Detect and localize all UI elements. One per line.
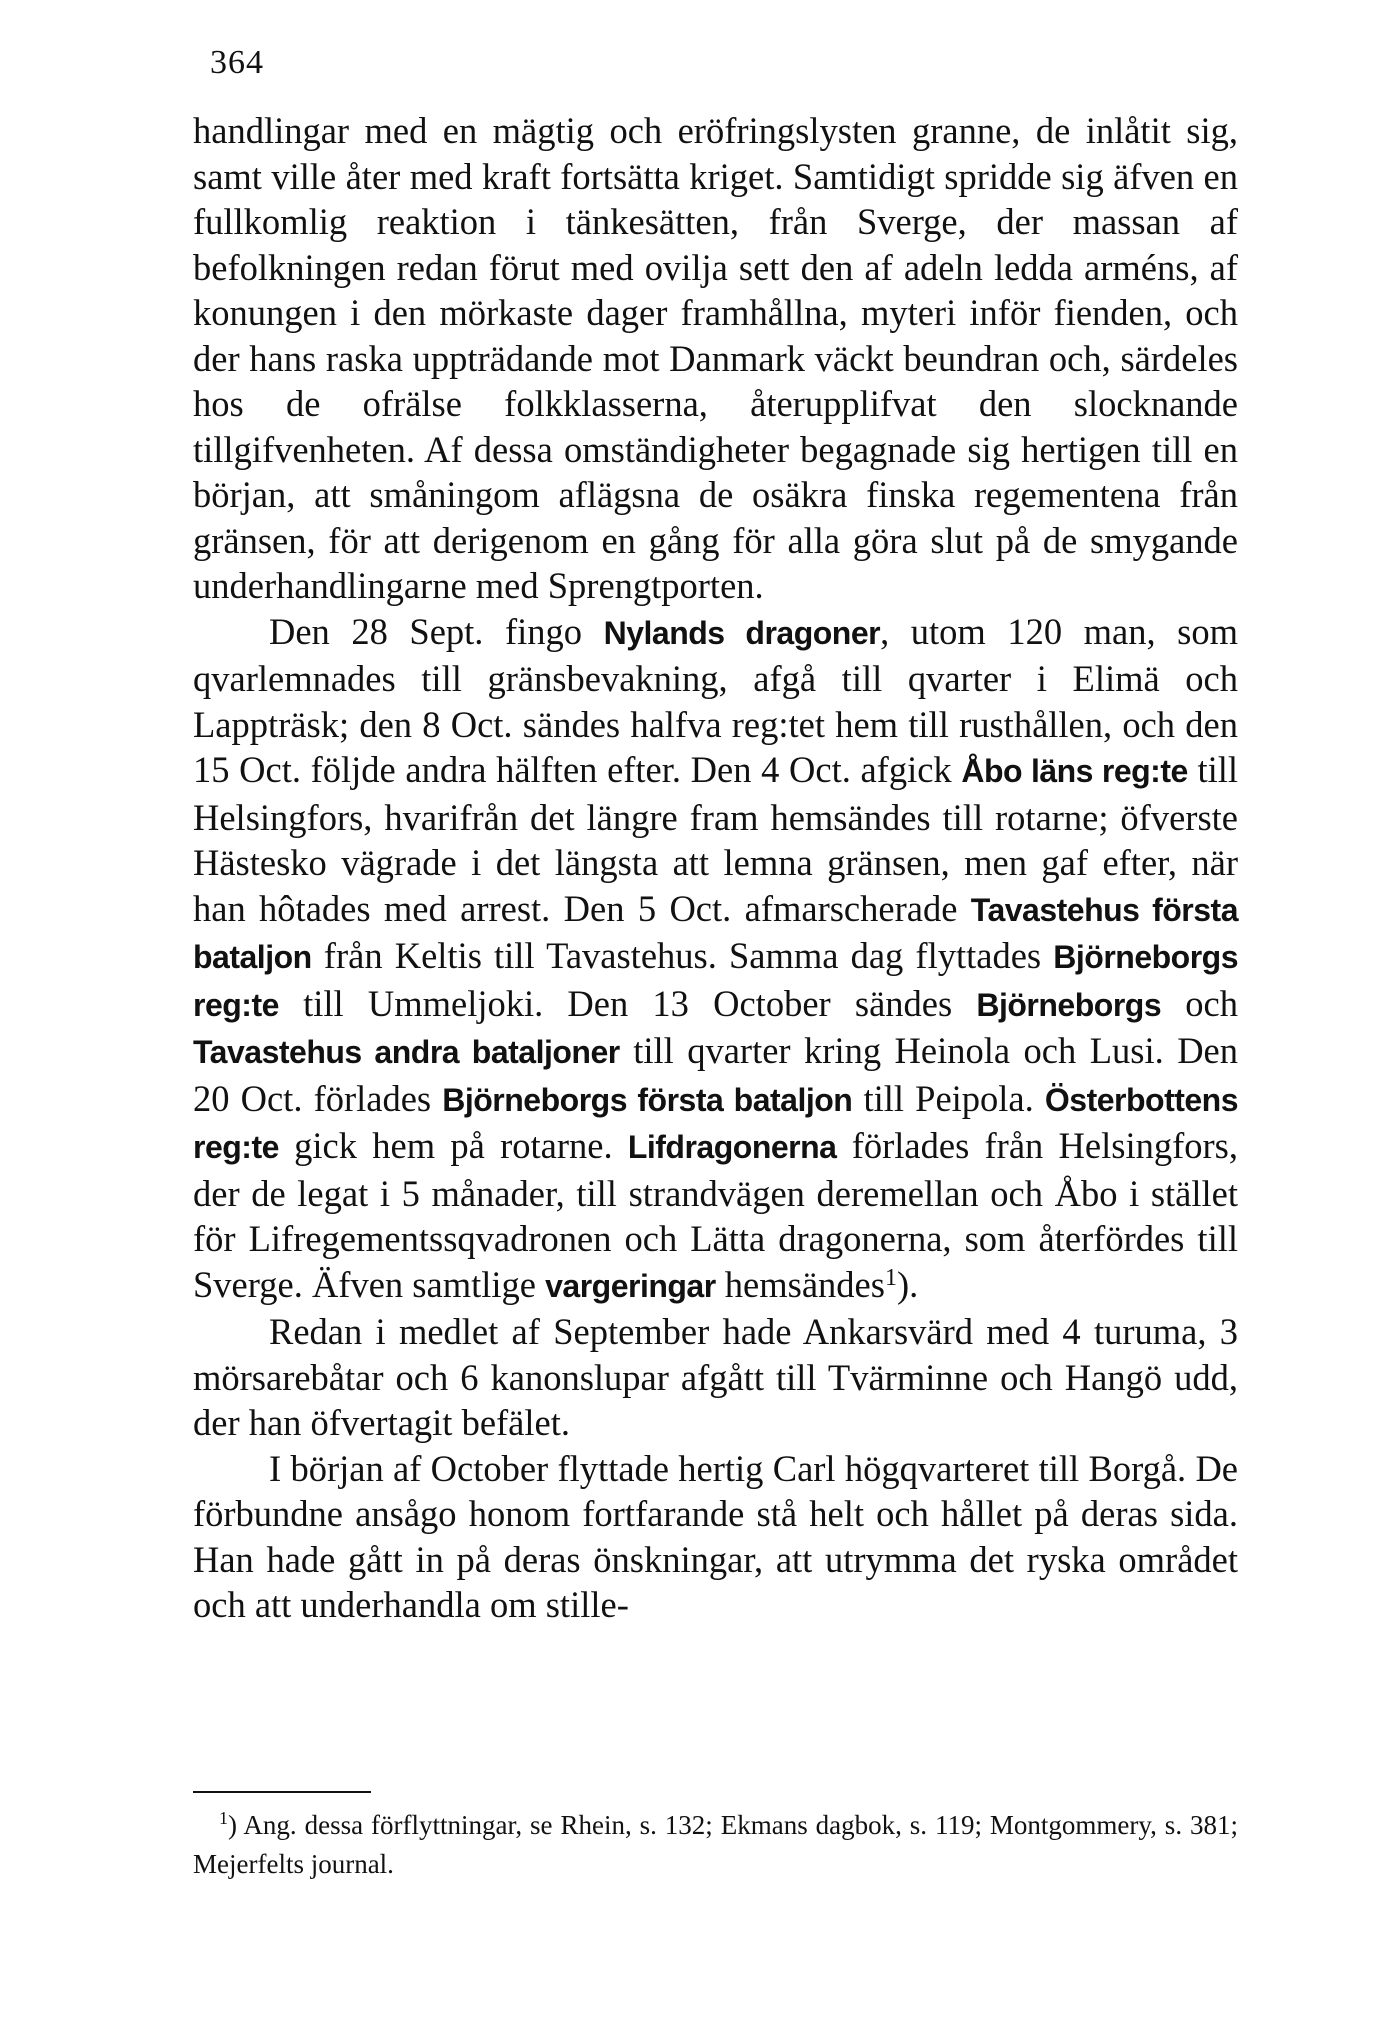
text-run: till Helsingfors, hvarifrån det längre fram hemsändes till rotarne; öfverste Hästesko vägrade i det längsta att lemna gränsen, men gaf efter, när han hôtades med arrest. Den 5 Oct. afmarscherade: [193, 749, 1239, 929]
text-run: från Keltis till Tavastehus. Samma dag flyttades: [311, 935, 1054, 976]
unit-name: Björneborgs första bataljon: [442, 1081, 853, 1118]
unit-name: Lifdragonerna: [627, 1129, 837, 1165]
footnote-reference: 1: [884, 1264, 897, 1291]
body-text: [193, 108, 1238, 1628]
footnote: [193, 1806, 1238, 1884]
footnotes: [193, 1806, 1238, 1884]
text-run: och: [1161, 982, 1238, 1024]
unit-name: vargeringar: [545, 1267, 716, 1304]
unit-name: Åbo läns reg:te: [961, 753, 1188, 789]
unit-name: Björneborgs: [976, 986, 1162, 1023]
unit-name: Tavastehus första bataljon: [193, 891, 1239, 975]
footnote-text: ) Ang. dessa förflyttningar, se Rhein, s. 132; Ekmans dagbok, s. 119; Montgommery, s. 381; Mejerfelts journal.: [193, 1810, 1238, 1879]
text-run: Redan i medlet af September hade Ankarsvärd med 4 turuma, 3 mörsarebåtar och 6 kanonslupar afgått till Tvärminne och Hangö udd, der han öfvertagit befälet.: [193, 1311, 1238, 1443]
footnote-marker: 1: [219, 1808, 228, 1828]
unit-name: Nylands dragoner: [603, 614, 881, 651]
text-run: ).: [896, 1263, 919, 1305]
unit-name: Tavastehus andra bataljoner: [193, 1034, 620, 1070]
text-run: , utom 120 man, som qvarlemnades till gränsbevakning, afgå till qvarter i Elimä och Lappträsk; den 8 Oct. sändes halfva reg:tet hem till rusthållen, och den 15 Oct. följde andra hälften efter. Den 4 Oct. afgick: [193, 610, 1239, 790]
paragraph: [193, 609, 1238, 1310]
page-number: 364: [210, 44, 264, 81]
footnote-divider: [193, 1791, 371, 1793]
text-run: handlingar med en mägtig och eröfringslysten granne, de inlåtit sig, samt ville åter med kraft fortsätta kriget. Samtidigt spridde sig äfven en fullkomlig reaktion i tänkesätten, från Sverge, der massan af befolkningen redan förut med ovilja sett den af adeln ledda arméns, af konungen i den mörkaste dager framhållna, myteri inför fienden, och der hans raska uppträdande mot Danmark väckt beundran och, särdeles hos de ofrälse folkklasserna, återupplifvat den slocknande tillgifvenheten. Af dessa omständigheter begagnade sig hertigen till en början, att småningom aflägsna de osäkra finska regementena från gränsen, för att derigenom en gång för alla göra slut på de smygande underhandlingarne med Sprengtporten.: [193, 110, 1238, 606]
text-run: Den 28 Sept. fingo: [269, 610, 604, 652]
text-run: till Ummeljoki. Den 13 October sändes: [278, 982, 977, 1024]
text-run: till Peipola.: [852, 1077, 1045, 1119]
text-run: förlades från Helsingfors, der de legat i 5 månader, till strandvägen deremellan och Åbo i stället för Lifregementssqvadronen och Lätta dragonerna, som återfördes till Sverge. Äfven samtlige: [193, 1125, 1238, 1305]
text-run: gick hem på rotarne.: [278, 1125, 628, 1166]
text-run: till qvarter kring Heinola och Lusi. Den 20 Oct. förlades: [193, 1030, 1239, 1119]
paragraph: [193, 1309, 1238, 1446]
unit-name: Österbottens reg:te: [193, 1081, 1239, 1165]
paragraph: [193, 1446, 1238, 1628]
paragraph: [193, 108, 1238, 609]
text-run: hemsändes: [715, 1263, 885, 1305]
text-run: I början af October flyttade hertig Carl högqvarteret till Borgå. De förbundne ansågo honom fortfarande stå helt och hållet på deras sida. Han hade gått in på deras önskningar, att utrymma det ryska området och att underhandla om stille-: [193, 1447, 1238, 1625]
unit-name: Björneborgs reg:te: [193, 939, 1238, 1023]
